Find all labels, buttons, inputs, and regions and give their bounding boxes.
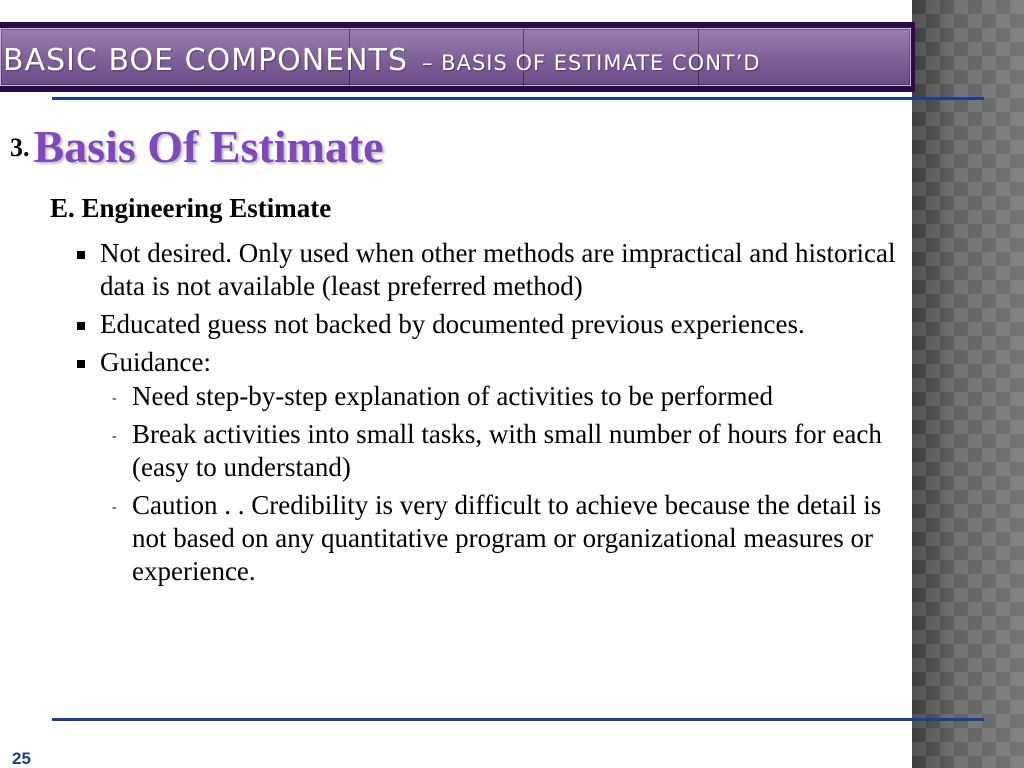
bullet-text: Not desired. Only used when other methods are impractical and historical data is not available (least preferred method) — [100, 238, 896, 301]
guidance-text: Need step-by-step explanation of activities to be performed — [132, 381, 774, 411]
guidance-text: Caution . . Credibility is very difficult to achieve because the detail is not based on any quantitative program or organizational measures or experience. — [132, 490, 882, 586]
square-bullet-icon — [77, 322, 85, 330]
bullet-text: Guidance: — [100, 347, 211, 377]
guidance-list — [100, 380, 902, 588]
page-number: 25 — [12, 749, 31, 768]
guidance-item — [72, 380, 902, 413]
decorative-side-panel — [912, 0, 1024, 768]
title-banner — [0, 28, 911, 86]
bullet-text: Educated guess not backed by documented previous experiences. — [100, 309, 805, 339]
subheading: E. Engineering Estimate — [50, 193, 332, 223]
bullet-item — [72, 237, 902, 303]
bottom-rule — [52, 718, 984, 721]
dash-bullet-icon: - — [112, 500, 117, 515]
title-bar — [0, 22, 915, 92]
dash-bullet-icon: - — [112, 429, 117, 444]
square-bullet-icon — [77, 360, 85, 368]
bullet-item — [72, 308, 902, 341]
bullet-item — [72, 346, 902, 588]
slide-title — [3, 43, 761, 78]
heading-number: 3. — [10, 133, 30, 162]
top-rule — [52, 97, 984, 100]
dash-bullet-icon: - — [112, 391, 117, 406]
heading-title: Basis Of Estimate — [33, 121, 384, 172]
guidance-text: Break activities into small tasks, with small number of hours for each (easy to understand) — [132, 419, 882, 482]
guidance-item — [72, 489, 902, 588]
section-heading — [10, 120, 384, 173]
guidance-item — [72, 418, 902, 484]
slide-title-sub: – BASIS OF ESTIMATE CONT’D — [422, 51, 761, 75]
slide-title-main: BASIC BOE COMPONENTS — [3, 43, 408, 78]
square-bullet-icon — [77, 251, 85, 259]
bullet-list — [72, 237, 902, 593]
